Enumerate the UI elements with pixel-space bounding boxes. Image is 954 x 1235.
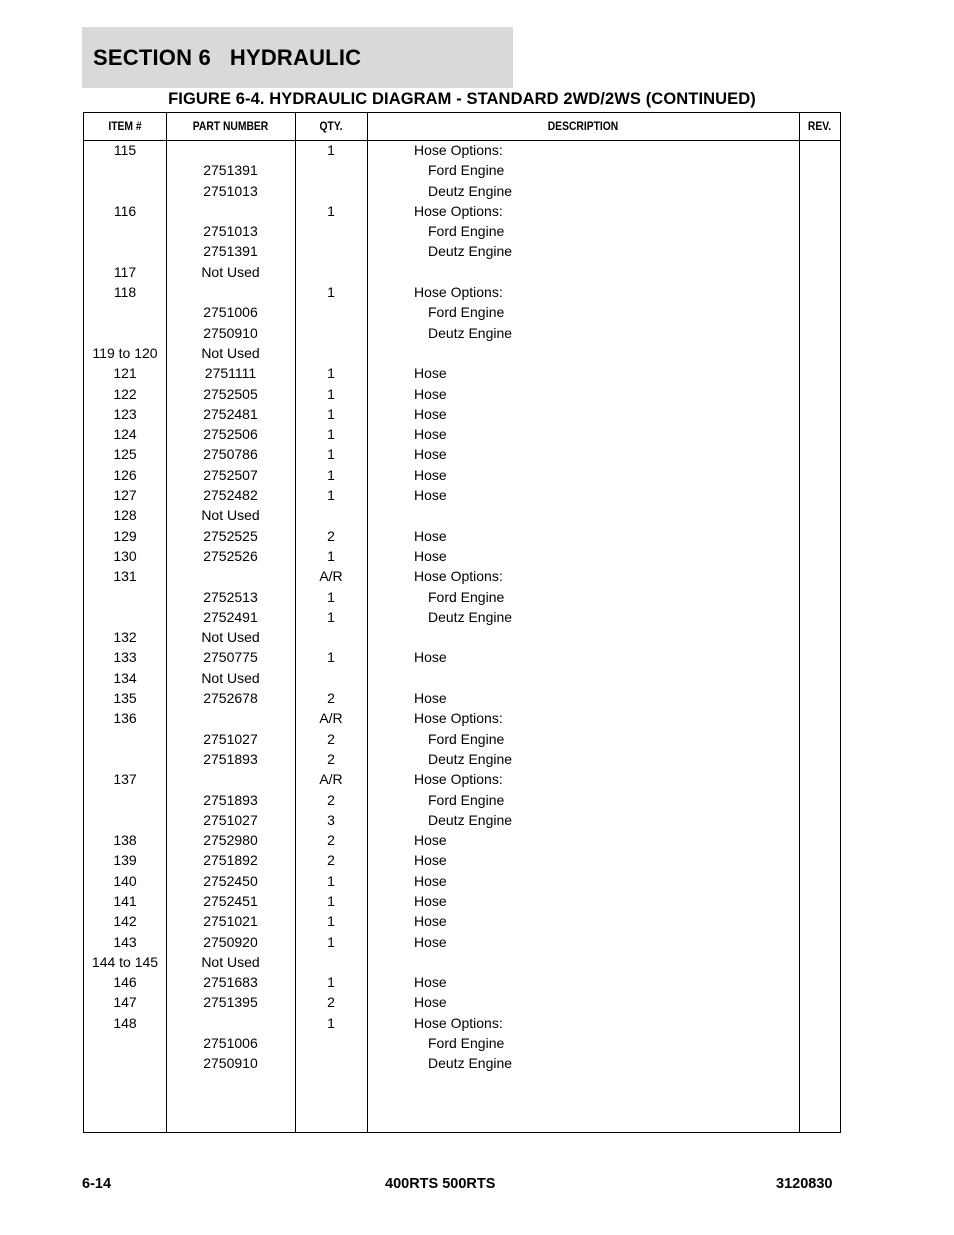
part-number-cell	[166, 708, 295, 728]
part-number-cell: 2752451	[203, 892, 258, 909]
item-cell: 116	[113, 202, 137, 219]
part-number-cell: 2751893	[203, 750, 258, 767]
description-cell: Ford Engine	[428, 588, 505, 605]
item-cell: 148	[113, 1014, 137, 1031]
description-cell: Deutz Engine	[428, 750, 513, 767]
qty-cell: 1	[327, 385, 335, 402]
qty-cell: 1	[327, 892, 335, 909]
description-cell: Hose Options:	[414, 284, 503, 301]
part-number-cell: 2752450	[203, 872, 258, 889]
qty-cell	[295, 668, 367, 688]
table-row	[84, 546, 840, 566]
header-qty: QTY.	[319, 119, 343, 133]
table-row	[84, 384, 840, 404]
table-row	[84, 140, 840, 160]
part-number-cell	[166, 1013, 295, 1033]
table-body	[84, 140, 840, 1074]
item-cell: 115	[113, 142, 137, 158]
qty-cell: 1	[327, 547, 335, 564]
table-row	[84, 404, 840, 424]
description-cell: Hose	[414, 892, 447, 909]
description-cell: Hose	[414, 690, 447, 707]
table-row	[84, 160, 840, 180]
part-number-cell	[166, 140, 295, 160]
part-number-cell: 2750775	[203, 649, 258, 666]
part-number-cell: 2752481	[203, 405, 258, 422]
item-cell: 123	[113, 405, 137, 422]
item-cell	[84, 302, 166, 322]
table-row	[84, 201, 840, 221]
item-cell	[84, 729, 166, 749]
description-cell: Ford Engine	[428, 162, 505, 179]
table-row	[84, 729, 840, 749]
qty-cell: 2	[327, 832, 335, 849]
table-row	[84, 952, 840, 972]
table-row	[84, 465, 840, 485]
qty-cell: 1	[327, 608, 335, 625]
description-cell: Hose	[414, 649, 447, 666]
table-row	[84, 424, 840, 444]
qty-cell	[295, 181, 367, 201]
header-rev: REV.	[807, 119, 832, 133]
item-cell	[84, 749, 166, 769]
qty-cell	[295, 241, 367, 261]
footer-page-number: 6-14	[82, 1176, 112, 1192]
qty-cell	[295, 505, 367, 525]
qty-cell: 1	[327, 588, 335, 605]
qty-cell: 1	[327, 202, 335, 219]
item-cell: 138	[113, 832, 137, 849]
description-cell	[414, 262, 814, 282]
part-number-cell: 2751395	[203, 994, 258, 1011]
part-number-cell: 2751391	[203, 162, 258, 179]
part-number-cell: 2751013	[203, 182, 258, 199]
description-cell: Hose Options:	[414, 1014, 503, 1031]
item-cell	[84, 1053, 166, 1073]
part-number-cell: 2751006	[203, 1035, 258, 1052]
table-row	[84, 241, 840, 261]
qty-cell: 2	[327, 730, 335, 747]
description-cell	[414, 505, 814, 525]
part-number-cell: 2752506	[203, 426, 258, 443]
qty-cell: 1	[327, 913, 335, 930]
qty-cell: 1	[327, 974, 335, 991]
description-cell: Hose	[414, 487, 447, 504]
description-cell: Hose	[414, 832, 447, 849]
description-cell: Hose	[414, 446, 447, 463]
part-number-cell: 2751111	[204, 365, 257, 382]
table-row	[84, 526, 840, 546]
item-cell: 143	[113, 933, 137, 950]
item-cell: 133	[113, 649, 137, 666]
table-row	[84, 688, 840, 708]
item-cell	[84, 587, 166, 607]
table-row	[84, 302, 840, 322]
description-cell: Hose	[414, 527, 447, 544]
qty-cell	[295, 1033, 367, 1053]
part-number-cell: 2752513	[203, 588, 258, 605]
part-number-cell: 2752507	[203, 466, 258, 483]
description-cell: Hose Options:	[414, 771, 503, 788]
part-number-cell: 2751006	[203, 304, 258, 321]
qty-cell: 1	[327, 487, 335, 504]
item-cell: 126	[113, 466, 137, 483]
item-cell: 141	[113, 892, 137, 909]
table-row	[84, 221, 840, 241]
table-row	[84, 505, 840, 525]
item-cell: 117	[113, 263, 137, 280]
part-number-cell: 2752482	[203, 487, 258, 504]
table-row	[84, 485, 840, 505]
section-banner	[82, 27, 513, 88]
description-cell: Deutz Engine	[428, 1055, 513, 1072]
item-cell	[84, 810, 166, 830]
qty-cell: 2	[327, 750, 335, 767]
qty-cell	[295, 1053, 367, 1073]
table-row	[84, 749, 840, 769]
description-cell: Deutz Engine	[428, 182, 513, 199]
item-cell	[84, 181, 166, 201]
table-row	[84, 444, 840, 464]
item-cell: 142	[113, 913, 137, 930]
table-row	[84, 587, 840, 607]
table-row	[84, 323, 840, 343]
table-row	[84, 891, 840, 911]
table-row	[84, 972, 840, 992]
part-number-cell: 2751683	[203, 974, 258, 991]
item-cell: 135	[113, 690, 137, 707]
table-row	[84, 790, 840, 810]
table-row	[84, 181, 840, 201]
qty-cell: 2	[327, 690, 335, 707]
description-cell: Ford Engine	[428, 304, 505, 321]
part-number-cell: 2751013	[203, 223, 258, 240]
description-cell: Hose	[414, 974, 447, 991]
description-cell: Hose Options:	[414, 142, 503, 158]
item-cell: 128	[113, 507, 137, 524]
part-number-cell	[166, 282, 295, 302]
table-row	[84, 262, 840, 282]
description-cell: Hose Options:	[414, 568, 503, 585]
part-number-cell: 2751893	[203, 791, 258, 808]
header-part-number: PART NUMBER	[192, 119, 269, 133]
item-cell: 136	[113, 710, 137, 727]
description-cell: Ford Engine	[428, 1035, 505, 1052]
qty-cell	[295, 952, 367, 972]
item-cell: 137	[113, 771, 137, 788]
item-cell	[84, 241, 166, 261]
description-cell: Hose	[414, 852, 447, 869]
footer-model: 400RTS 500RTS	[385, 1176, 496, 1192]
table-row	[84, 668, 840, 688]
table-row	[84, 1053, 840, 1073]
item-cell	[84, 790, 166, 810]
description-cell: Hose	[414, 933, 447, 950]
item-cell: 131	[113, 568, 137, 585]
qty-cell: A/R	[319, 710, 343, 727]
item-cell: 140	[113, 872, 137, 889]
qty-cell	[295, 262, 367, 282]
part-number-cell: Not Used	[201, 629, 260, 646]
description-cell: Deutz Engine	[428, 608, 513, 625]
part-number-cell	[166, 201, 295, 221]
table-row	[84, 1033, 840, 1053]
table-row	[84, 871, 840, 891]
item-cell	[84, 323, 166, 343]
item-cell: 130	[113, 547, 137, 564]
description-cell: Hose	[414, 426, 447, 443]
qty-cell	[295, 323, 367, 343]
description-cell: Hose	[414, 872, 447, 889]
part-number-cell: 2750910	[203, 1055, 258, 1072]
description-cell: Ford Engine	[428, 223, 505, 240]
table-row	[84, 607, 840, 627]
table-row	[84, 810, 840, 830]
qty-cell: 2	[327, 791, 335, 808]
part-number-cell: 2752505	[203, 385, 258, 402]
item-cell: 124	[113, 426, 137, 443]
qty-cell: 2	[327, 994, 335, 1011]
item-cell: 146	[113, 974, 137, 991]
description-cell: Ford Engine	[428, 730, 505, 747]
qty-cell: 1	[327, 426, 335, 443]
qty-cell: 1	[327, 649, 335, 666]
part-number-cell: 2752526	[203, 547, 258, 564]
description-cell: Hose	[414, 385, 447, 402]
item-cell: 132	[113, 629, 137, 646]
item-cell	[84, 221, 166, 241]
description-cell: Ford Engine	[428, 791, 505, 808]
part-number-cell: 2750920	[203, 933, 258, 950]
table-row	[84, 627, 840, 647]
description-cell: Deutz Engine	[428, 243, 513, 260]
qty-cell: 2	[327, 852, 335, 869]
part-number-cell: Not Used	[201, 669, 260, 686]
qty-cell: 1	[327, 365, 335, 382]
part-number-cell: 2752678	[203, 690, 258, 707]
description-cell: Hose	[414, 913, 447, 930]
qty-cell	[295, 343, 367, 363]
qty-cell: 1	[327, 284, 335, 301]
section-title: SECTION 6 HYDRAULIC	[93, 44, 362, 70]
description-cell	[414, 627, 814, 647]
item-cell	[84, 1033, 166, 1053]
table-row	[84, 1013, 840, 1033]
table-row	[84, 566, 840, 586]
qty-cell: 1	[327, 933, 335, 950]
item-cell: 122	[113, 385, 137, 402]
qty-cell: 1	[327, 872, 335, 889]
part-number-cell: 2752491	[203, 608, 258, 625]
table-row	[84, 647, 840, 667]
qty-cell: 2	[327, 527, 335, 544]
item-cell: 147	[113, 994, 137, 1011]
table-row	[84, 932, 840, 952]
qty-cell	[295, 627, 367, 647]
item-cell: 121	[113, 365, 137, 382]
part-number-cell: 2751027	[203, 811, 258, 828]
part-number-cell: Not Used	[201, 263, 260, 280]
part-number-cell: 2750910	[203, 324, 258, 341]
qty-cell: 1	[327, 466, 335, 483]
part-number-cell: 2751027	[203, 730, 258, 747]
qty-cell	[295, 160, 367, 180]
part-number-cell: Not Used	[201, 507, 260, 524]
table-header	[84, 113, 840, 141]
item-cell: 125	[113, 446, 137, 463]
part-number-cell: Not Used	[201, 344, 260, 361]
description-cell: Hose	[414, 547, 447, 564]
description-cell: Hose Options:	[414, 710, 503, 727]
qty-cell: 3	[327, 811, 335, 828]
item-cell	[84, 607, 166, 627]
item-cell: 129	[113, 527, 137, 544]
part-number-cell: 2751391	[203, 243, 258, 260]
header-description: DESCRIPTION	[547, 119, 619, 133]
qty-cell	[295, 302, 367, 322]
qty-cell	[295, 221, 367, 241]
qty-cell: 1	[327, 405, 335, 422]
description-cell: Deutz Engine	[428, 811, 513, 828]
table-row	[84, 830, 840, 850]
qty-cell: 1	[327, 446, 335, 463]
description-cell	[414, 668, 814, 688]
qty-cell: 1	[327, 142, 335, 158]
header-item: ITEM #	[108, 119, 142, 133]
figure-title: FIGURE 6-4. HYDRAULIC DIAGRAM - STANDARD 2WD/2WS (CONTINUED)	[168, 90, 756, 108]
item-cell: 134	[113, 669, 137, 686]
description-cell: Hose	[414, 994, 447, 1011]
description-cell: Hose	[414, 466, 447, 483]
part-number-cell	[166, 769, 295, 789]
item-cell: 127	[113, 487, 137, 504]
part-number-cell: Not Used	[201, 953, 260, 970]
table-row	[84, 850, 840, 870]
part-number-cell: 2752980	[203, 832, 258, 849]
table-row	[84, 769, 840, 789]
qty-cell: A/R	[319, 771, 343, 788]
table-row	[84, 363, 840, 383]
parts-table	[83, 112, 841, 1133]
part-number-cell: 2750786	[203, 446, 258, 463]
item-cell: 118	[113, 284, 137, 301]
description-cell: Hose	[414, 365, 447, 382]
description-cell	[414, 952, 814, 972]
item-cell: 119 to 120	[92, 344, 158, 361]
description-cell	[414, 343, 814, 363]
description-cell: Hose	[414, 405, 447, 422]
item-cell: 144 to 145	[91, 953, 159, 970]
qty-cell: A/R	[319, 568, 343, 585]
item-cell	[84, 160, 166, 180]
table-row	[84, 708, 840, 728]
table-row	[84, 992, 840, 1012]
footer-doc-number: 3120830	[776, 1176, 833, 1192]
table-row	[84, 282, 840, 302]
description-cell: Hose Options:	[414, 202, 503, 219]
description-cell: Deutz Engine	[428, 324, 513, 341]
table-row	[84, 343, 840, 363]
item-cell: 139	[113, 852, 137, 869]
part-number-cell: 2751021	[203, 913, 258, 930]
part-number-cell: 2751892	[203, 852, 258, 869]
part-number-cell: 2752525	[203, 527, 258, 544]
qty-cell: 1	[327, 1014, 335, 1031]
table-row	[84, 911, 840, 931]
part-number-cell	[166, 566, 295, 586]
